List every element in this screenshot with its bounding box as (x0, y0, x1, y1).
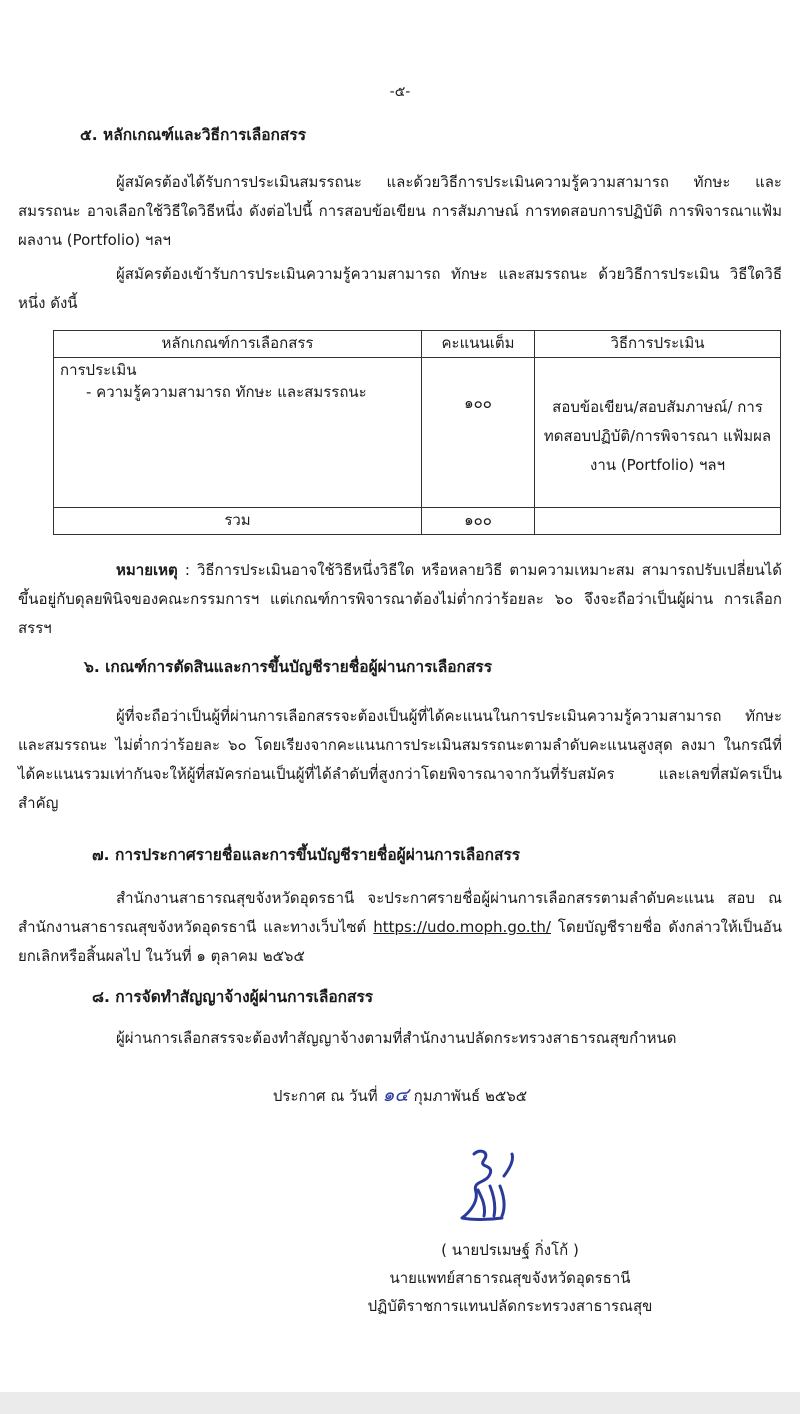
section-6-paragraph: ผู้ที่จะถือว่าเป็นผู้ที่ผ่านการเลือกสรรจะต้องเป็นผู้ที่ได้คะแนนในการประเมินความรู้ความสามารถ ทักษะ และสมรรถนะ ไม่ต่ำกว่าร้อยละ ๖๐ โดยเรียงจากคะแนนการประเมินสมรรถนะตามลำดับคะแนนสูงสุด ลงมา ในกรณีที่ได้คะแนนรวมเท่ากันจะให้ผู้ที่สมัครก่อนเป็นผู้ที่ได้ลำดับที่สูงกว่าโดยพิจารณาจากวันที่รับสมัคร และเลขที่สมัครเป็นสำคัญ (18, 707, 782, 812)
signatory-title: นายแพทย์สาธารณสุขจังหวัดอุดรธานี (389, 1269, 631, 1287)
table-header-method: วิธีการประเมิน (535, 331, 781, 358)
signatory-name: ( นายปรเมษฐ์ กิ่งโก้ ) (441, 1241, 579, 1259)
table-header-score: คะแนนเต็ม (422, 331, 535, 358)
signatory-acting-title: ปฏิบัติราชการแทนปลัดกระทรวงสาธารณสุข (367, 1297, 653, 1315)
row-method: สอบข้อเขียน/สอบสัมภาษณ์/ การทดสอบปฏิบัติ/การพิจารณา แฟ้มผลงาน (Portfolio) ฯลฯ (535, 357, 781, 507)
section-7-heading: ๗. การประกาศรายชื่อและการขึ้นบัญชีรายชื่อผู้ผ่านการเลือกสรร (92, 846, 521, 864)
table-row (54, 357, 781, 507)
section-5-paragraph-2: ผู้สมัครต้องเข้ารับการประเมินความรู้ความสามารถ ทักษะ และสมรรถนะ ด้วยวิธีการประเมิน วิธีใดวิธีหนึ่ง ดังนี้ (18, 265, 782, 312)
total-label: รวม (54, 507, 422, 534)
table-total-row (54, 507, 781, 534)
scan-bottom-edge (0, 1392, 800, 1414)
section-7-paragraph (18, 884, 782, 971)
note-paragraph (18, 556, 782, 643)
note-text: : วิธีการประเมินอาจใช้วิธีหนึ่งวิธีใด หรือหลายวิธี ตามความเหมาะสม สามารถปรับเปลี่ยนได้ ขึ้นอยู่กับดุลยพินิจของคณะกรรมการฯ แต่เกณฑ์การพิจารณาต้องไม่ต่ำกว่าร้อยละ ๖๐ จึงจะถือว่าเป็นผู้ผ่าน การเลือกสรรฯ (18, 561, 782, 637)
row-score: ๑๐๐ (422, 357, 535, 507)
handwritten-day: ๑๔ (382, 1084, 409, 1106)
page-number: -๕- (389, 84, 411, 100)
section-8-paragraph: ผู้ผ่านการเลือกสรรจะต้องทำสัญญาจ้างตามที่สำนักงานปลัดกระทรวงสาธารณสุขกำหนด (116, 1029, 677, 1047)
section-5-paragraph-1: ผู้สมัครต้องได้รับการประเมินสมรรถนะ และด้วยวิธีการประเมินความรู้ความสามารถ ทักษะ และสมรรถนะ อาจเลือกใช้วิธีใดวิธีหนึ่ง ดังต่อไปนี้ การสอบข้อเขียน การสัมภาษณ์ การทดสอบการปฏิบัติ การพิจารณาแฟ้มผลงาน (Portfolio) ฯลฯ (18, 173, 782, 249)
signatory-block (300, 1236, 720, 1320)
total-method-empty (535, 507, 781, 534)
table-header-criteria: หลักเกณฑ์การเลือกสรร (54, 331, 422, 358)
row-title: การประเมิน (60, 360, 137, 379)
signature-image (444, 1146, 524, 1230)
website-link[interactable]: https://udo.moph.go.th/ (373, 918, 551, 936)
section-6-heading: ๖. เกณฑ์การตัดสินและการขึ้นบัญชีรายชื่อผู้ผ่านการเลือกสรร (84, 658, 493, 676)
section-5-heading: ๕. หลักเกณฑ์และวิธีการเลือกสรร (80, 126, 307, 144)
table-header-row (54, 331, 781, 358)
section-7-text-a: สำนักงานสาธารณสุขจังหวัดอุดรธานี จะประกาศรายชื่อผู้ผ่านการเลือกสรรตามลำดับคะแนน สอบ ณ สำนักงานสาธารณสุขจังหวัดอุดรธานี และทางเว็บไซต์ (18, 889, 782, 936)
section-7-text-b: โดยบัญชีรายชื่อ ดังกล่าวให้เป็นอันยกเลิกหรือสิ้นผลไป ในวันที่ ๑ ตุลาคม ๒๕๖๕ (18, 918, 782, 965)
note-label: หมายเหตุ (116, 561, 178, 579)
announcement-date (0, 1082, 800, 1110)
total-score: ๑๐๐ (422, 507, 535, 534)
date-prefix: ประกาศ ณ วันที่ (272, 1087, 378, 1105)
criteria-table (53, 330, 781, 535)
row-item: - ความรู้ความสามารถ ทักษะ และสมรรถนะ (86, 382, 367, 401)
date-suffix: กุมภาพันธ์ ๒๕๖๕ (413, 1087, 528, 1105)
table-cell-criteria (54, 357, 422, 507)
section-8-heading: ๘. การจัดทำสัญญาจ้างผู้ผ่านการเลือกสรร (92, 988, 374, 1006)
